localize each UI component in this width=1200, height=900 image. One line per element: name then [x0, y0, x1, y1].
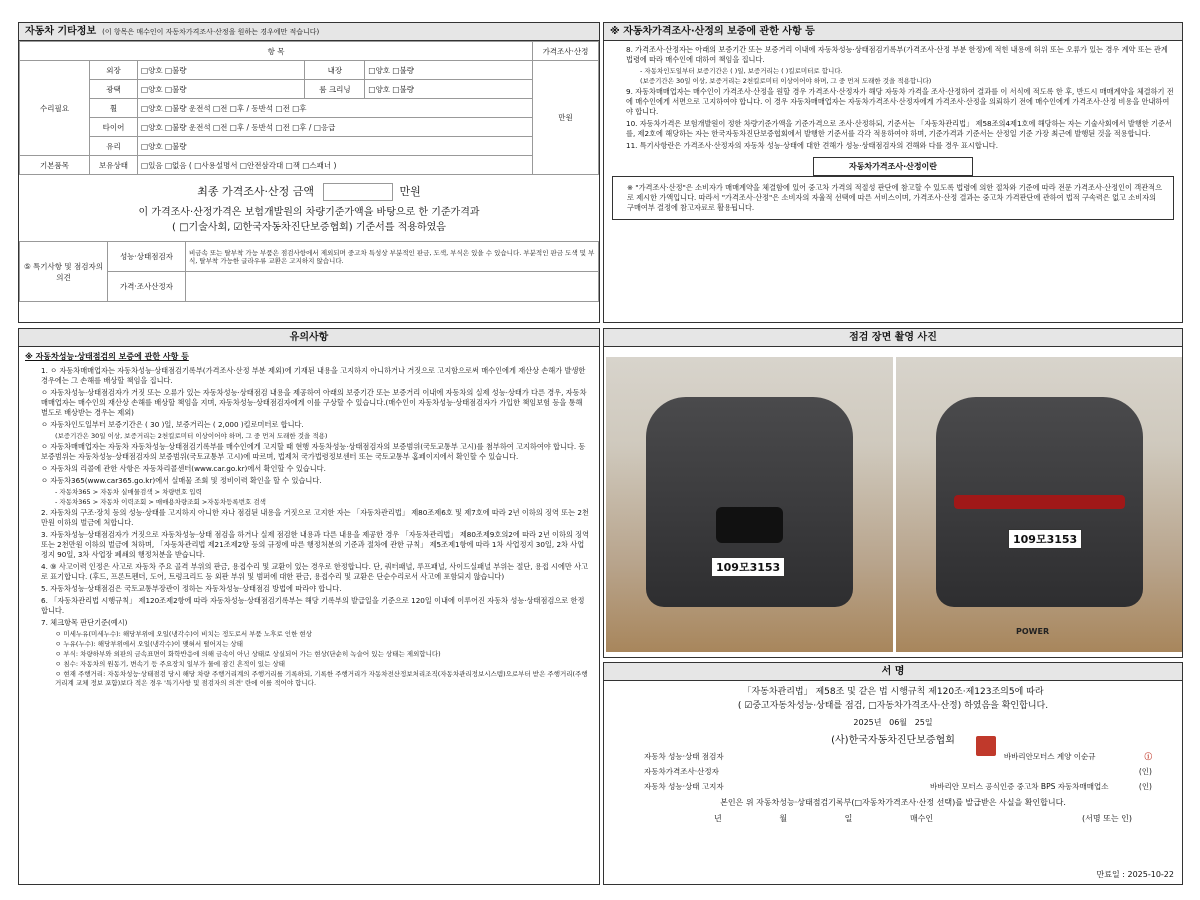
- signature-section: [603, 662, 1183, 885]
- other-info-section: [18, 22, 600, 323]
- car-taillight: [954, 495, 1125, 509]
- sign-date: 2025년 06월 25일: [853, 718, 933, 727]
- front-plate: 109모3153: [711, 557, 785, 577]
- notice-title: 유의사항: [19, 329, 599, 347]
- notice-subtitle: ※ 자동차성능·상태점검의 보증에 관한 사항 등: [25, 352, 189, 361]
- sign-row-inspector: 자동차 성능·상태 점검자 바바리안모터스 계양 이순규 ⓘ: [644, 752, 1152, 761]
- car-rear: [936, 397, 1143, 607]
- notice-item: 6. 「자동차관리법 시행규칙」 제120조제2항에 따라 자동차성능·상태점검기록부는 해당 기록부의 발급일을 기준으로 120일 이내에 이루어진 자동차 성능·상태점검으로 한정합니다.: [41, 596, 585, 615]
- expiry-date: 만료일 : 2025-10-22: [1096, 870, 1174, 879]
- photo-title: 점검 장면 촬영 사진: [604, 329, 1182, 347]
- rear-photo: [896, 357, 1183, 652]
- notice-item: 7. 체크항목 판단기준(예시): [41, 618, 128, 627]
- price-guarantee-section: ※ 자동차가격조사·산정의 보증에 관한 사항 등 8. 가격조사·산정자는 아래의 보증기간 또는 보증거리 이내에 자동차성능·상태점검기록부(가격조사·산정 부분 한정)에 적힌 내용에 허위 또는 오류가 있는 경우 계약 또는 관계법령에 따라 매수인에 대하여 책임을 집니다. - 자동차인도일부터 보증기간은 ( )일, 보증거리는 ( )킬로미터로 합니다. (보증기간은 30일 이상, 보증거리는 2천킬로미터 이상이어야 하며, 그 중 먼저 도래한 것을 적용합니다) 9. 자동차매매업자는 매수인이 가격조사·산정을 원할 경우 가격조사·산정자가 해당 자동차 가격을 조사·산정하여 결과를 이 서식에 적도록 한 후, 반드시 매매계약을 체결하기 전에 매수인에게 서면으로 고지하여야 합니다. 이 경우 자동차매매업자는 자동차가격조사·산정자에게 가격조사·산정을 의뢰하기 전에 매수인에게 가격조사·산정 비용을 안내하여야 합니다. 10. 자동차가격은 보험개발원이 정한 차량기준가액을 기준가격으로 조사·산정하되, 기준서는 「자동차관리법」 제58조의4제1호에 해당하는 자는 기술사회에서 발행한 기준서를, 제2호에 해당하는 자는 한국자동차진단보증협회에서 발행한 기준서를 각각 적용하여야 하며, 기준가격과 기준서는 산정일 기준 가장 최근에 발행된 것을 적용합니다. 11. 특기사항란은 가격조사·산정자의 자동차 성능·상태에 대한 견해가 성능·상태점검자의 견해와 다를 경우 표시합니다. 자동차가격조사·산정이란 ※ "가격조사·산정"은 소비자가 매매계약을 체결함에 있어 중고차 가격의 적절성 판단에 참고할 수 있도록 법령에 의한 절차와 기준에 따라 전문 가격조사·산정인이 객관적으로 제시한 가액입니다. 따라서 "가격조사·산정"은 소비자의 자율적 선택에 따른 서비스이며, 가격조사·산정 결과는 중고차 가격판단에 관하여 법적 구속력은 없고 소비자의 구매여부 결정에 참고자료로 활용됩니다.: [603, 22, 1183, 323]
- front-photo: [606, 357, 893, 652]
- price-guarantee-title: ※ 자동차가격조사·산정의 보증에 관한 사항 등: [604, 23, 1182, 41]
- buyer-sign-row: 년 월 일 매수인 (서명 또는 인): [714, 814, 1132, 823]
- notice-item: 2. 자동차의 구조·장치 등의 성능·상태를 고지하지 아니한 자나 점검된 내용을 거짓으로 고지한 자는 「자동차관리법」 제80조제6호 및 제7호에 따라 2년 이하의 징역 또는 2천만원 이하의 벌금에 처합니다.: [41, 508, 589, 527]
- car-front: [646, 397, 853, 607]
- car-grille: [716, 507, 783, 543]
- price-box-text: ※ "가격조사·산정"은 소비자가 매매계약을 체결함에 있어 중고차 가격의 적절성 판단에 참고할 수 있도록 법령에 의한 절차와 기준에 따라 전문 가격조사·산정인이 객관적으로 제시한 가액입니다. 따라서 "가격조사·산정"은 소비자의 자율적 선택에 따른 서비스이며, 가격조사·산정 결과는 중고차 가격판단에 관하여 법적 구속력은 없고 소비자의 구매여부 결정에 참고자료로 활용됩니다.: [612, 176, 1174, 220]
- rear-plate: 109모3153: [1008, 529, 1082, 549]
- notice-item: ㅇ 자동차성능·상태점검자가 거짓 또는 오류가 있는 자동차성능·상태점검 내용을 제공하여 아래의 보증기간 또는 보증거리 이내에 자동차의 실제 성능·상태가 다른 경우, 자동차매매업자는 매수인의 재산상 손해를 배상할 책임을 지며, 자동차성능·상태점검자에게 이를 구상할 수 있습니다.(매수인이 자동차성능·상태점검자가 가입한 책임보험 등을 통해 별도로 배상받는 경우는 제외): [41, 388, 587, 417]
- price-box-title: 자동차가격조사·산정이란: [813, 157, 973, 176]
- notice-item: 3. 자동차성능·상태점검자가 거짓으로 자동차성능·상태 점검을 하거나 실제 점검한 내용과 다른 내용을 제공한 경우 「자동차관리법」 제80조제9호의2에 따라 2년 이하의 징역 또는 2천만원 이하의 벌금에 처하며, 「자동차관리법 제21조제2항 등의 규정에 따른 행정처분의 기준과 절차에 관한 규칙」 제5조제1항에 따라 1차 사업정지 30일, 2차 사업정지 90일, 3차 사업장 폐쇄의 행정처분을 받습니다.: [41, 530, 590, 559]
- notice-item: ㅇ 침수: 자동차의 원동기, 변속기 등 주요장치 일부가 물에 잠긴 흔적이 있는 상태: [55, 660, 285, 668]
- sign-row-appraiser: 자동차가격조사·산정자 (인): [644, 767, 1152, 776]
- notice-item: - 자동차365 > 자동차 실매물검색 > 차량번호 입력: [55, 488, 202, 496]
- opinion-table: ⑤ 특기사항 및 점검자의 의견 성능·상태점검자 비금속 또는 탈부착 가능 부품은 점검사항에서 제외되며 중고차 특성상 부분적인 판금, 도색, 부식은 있을 수 있습니다. 부분적인 판금 도색 및 부식, 탈부착 가능한 글라우류 교환은 고지하지 않습니다. 가격·조사산정자: [19, 241, 599, 302]
- standard-note: 이 가격조사·산정가격은 보험개발원의 차량기준가액을 바탕으로 한 기준가격과 ( □기술사회, ☑한국자동차진단보증협회) 기준서를 적용하였음: [138, 207, 480, 233]
- notice-item: ㅇ 자동차365(www.car365.go.kr)에서 실매물 조회 및 정비이력 확인을 할 수 있습니다.: [41, 476, 322, 485]
- notice-items: [19, 366, 599, 689]
- photo-section: [603, 328, 1183, 658]
- final-price: 최종 가격조사·산정 금액 만원: [19, 175, 599, 205]
- notice-item: ㅇ 자동차인도일부터 보증기간은 ( 30 )일, 보증거리는 ( 2,000 )킬로미터로 합니다.: [41, 420, 304, 429]
- sign-org: (사)한국자동차진단보증협회: [831, 735, 955, 746]
- signature-title: 서 명: [604, 663, 1182, 681]
- notice-item: ㅇ 누유(누수): 해당부위에서 오일(냉각수)이 맺혀서 떨어지는 상태: [55, 640, 243, 648]
- notice-item: ㅇ 자동차의 리콜에 관한 사항은 자동차리콜센터(www.car.go.kr)에서 확인할 수 있습니다.: [41, 464, 326, 473]
- notice-item: 5. 자동차성능·상태점검은 국토교통부장관이 정하는 자동차성능·상태점검 방법에 따라야 합니다.: [41, 584, 342, 593]
- notice-item: - 자동차365 > 자동차 이력조회 > 매매용차량조회 >자동차등록번호 검색: [55, 498, 266, 506]
- notice-section: [18, 328, 600, 885]
- notice-item: (보증기간은 30일 이상, 보증거리는 2천킬로미터 이상이어야 하며, 그 중 먼저 도래한 것을 적용): [55, 432, 328, 440]
- notice-item: 1. ㅇ 자동차매매업자는 자동차성능·상태점검기록부(가격조사·산정 부분 제외)에 기재된 내용을 고지하지 아니하거나 거짓으로 고지함으로써 매수인에게 재산상 손해가 발생한 경우에는 그 손해를 배상할 책임을 집니다.: [41, 366, 586, 385]
- notice-item: ㅇ 현재 주행거리: 자동차성능·상태점검 당시 해당 차량 주행거리계의 주행거리를 기록하되, 기록한 주행거리가 자동차전산정보처리조직(자동차관리정보시스템)으로부터 받은 주행거리(주행거리계 교체 정보 포함)보다 적은 경우 '특기사항 및 점검자의 의견' 란에 이를 적어야 합니다.: [55, 670, 588, 687]
- notice-item: ㅇ 미세누유(미세누수): 해당부위에 오일(냉각수)이 비치는 정도로서 부품 노후로 인한 현상: [55, 630, 312, 638]
- notice-item: ㅇ 자동차매매업자는 자동차 자동차성능·상태점검기록부를 매수인에게 고지할 때 현행 자동차성능·상태점검자의 보증범위(국토교통부 고시)를 첨부하여 고지하여야 합니다. 동 보증범위는 자동차성능·상태점검자의 보증범위(국토교통부 고시)에 따르며, 법제처 국가법령정보센터 또는 국토교통부 홈페이지에서 확인할 수 있습니다.: [41, 442, 586, 461]
- repair-table: 항 목 가격조사·산정 수리필요 외장 □양호 □불량 내장 □양호 □불량 만원 광택 □양호 □불량 룸 크리닝 □양호 □불량 휠 □양호 □불량 운전석 □전 □후 / 동반석 □전 □후 타이어 □양호 □불량 운전석 □전 □후 / 동반석 □전 □후 / □응급 유리 □양호 □불량 기본품목 보유상태 □있음 □없음 ( □사용설명서 □안전삼각대 □잭 □스패너 ): [19, 41, 599, 175]
- other-info-title: 자동차 기타정보 (이 항목은 매수인이 자동차가격조사·산정을 원하는 경우에만 적습니다): [19, 23, 599, 41]
- notice-item: 4. ⑨ 사고이력 인정은 사고로 자동차 주요 골격 부위의 판금, 용접수리 및 교환이 있는 경우로 한정합니다. 단, 쿼터패널, 루프패널, 사이드실패널 부위는 절단, 용접 시에만 사고로 표기합니다. (후드, 프론트펜더, 도어, 트렁크리드 등 외판 부위 및 범퍼에 대한 판금, 용접수리 및 교환은 단순수리로서 사고에 포함되지 않습니다): [41, 562, 589, 581]
- lift-label: POWER: [1016, 627, 1050, 636]
- buyer-confirm: 본인은 위 자동차성능·상태점검기록부(□자동차가격조사·산정 선택)를 발급받은 사실을 확인합니다.: [720, 798, 1066, 807]
- signature-statement: 「자동차관리법」 제58조 및 같은 법 시행규칙 제120조·제123조의5에 따라 ( ☑중고자동차성능·상태를 점검, □자동차가격조사·산정) 하였음을 확인합니다.: [737, 687, 1049, 711]
- org-seal: [976, 736, 996, 756]
- sign-row-notifier: 자동차 성능·상태 고지자 바바리안 모터스 공식인증 중고차 BPS 자동차매매업소 (인): [644, 782, 1152, 791]
- notice-item: ㅇ 부식: 차량하부와 외판의 금속표면이 화학반응에 의해 금속이 아닌 상태로 상실되어 가는 현상(단순히 녹슬어 있는 상태는 제외합니다): [55, 650, 441, 658]
